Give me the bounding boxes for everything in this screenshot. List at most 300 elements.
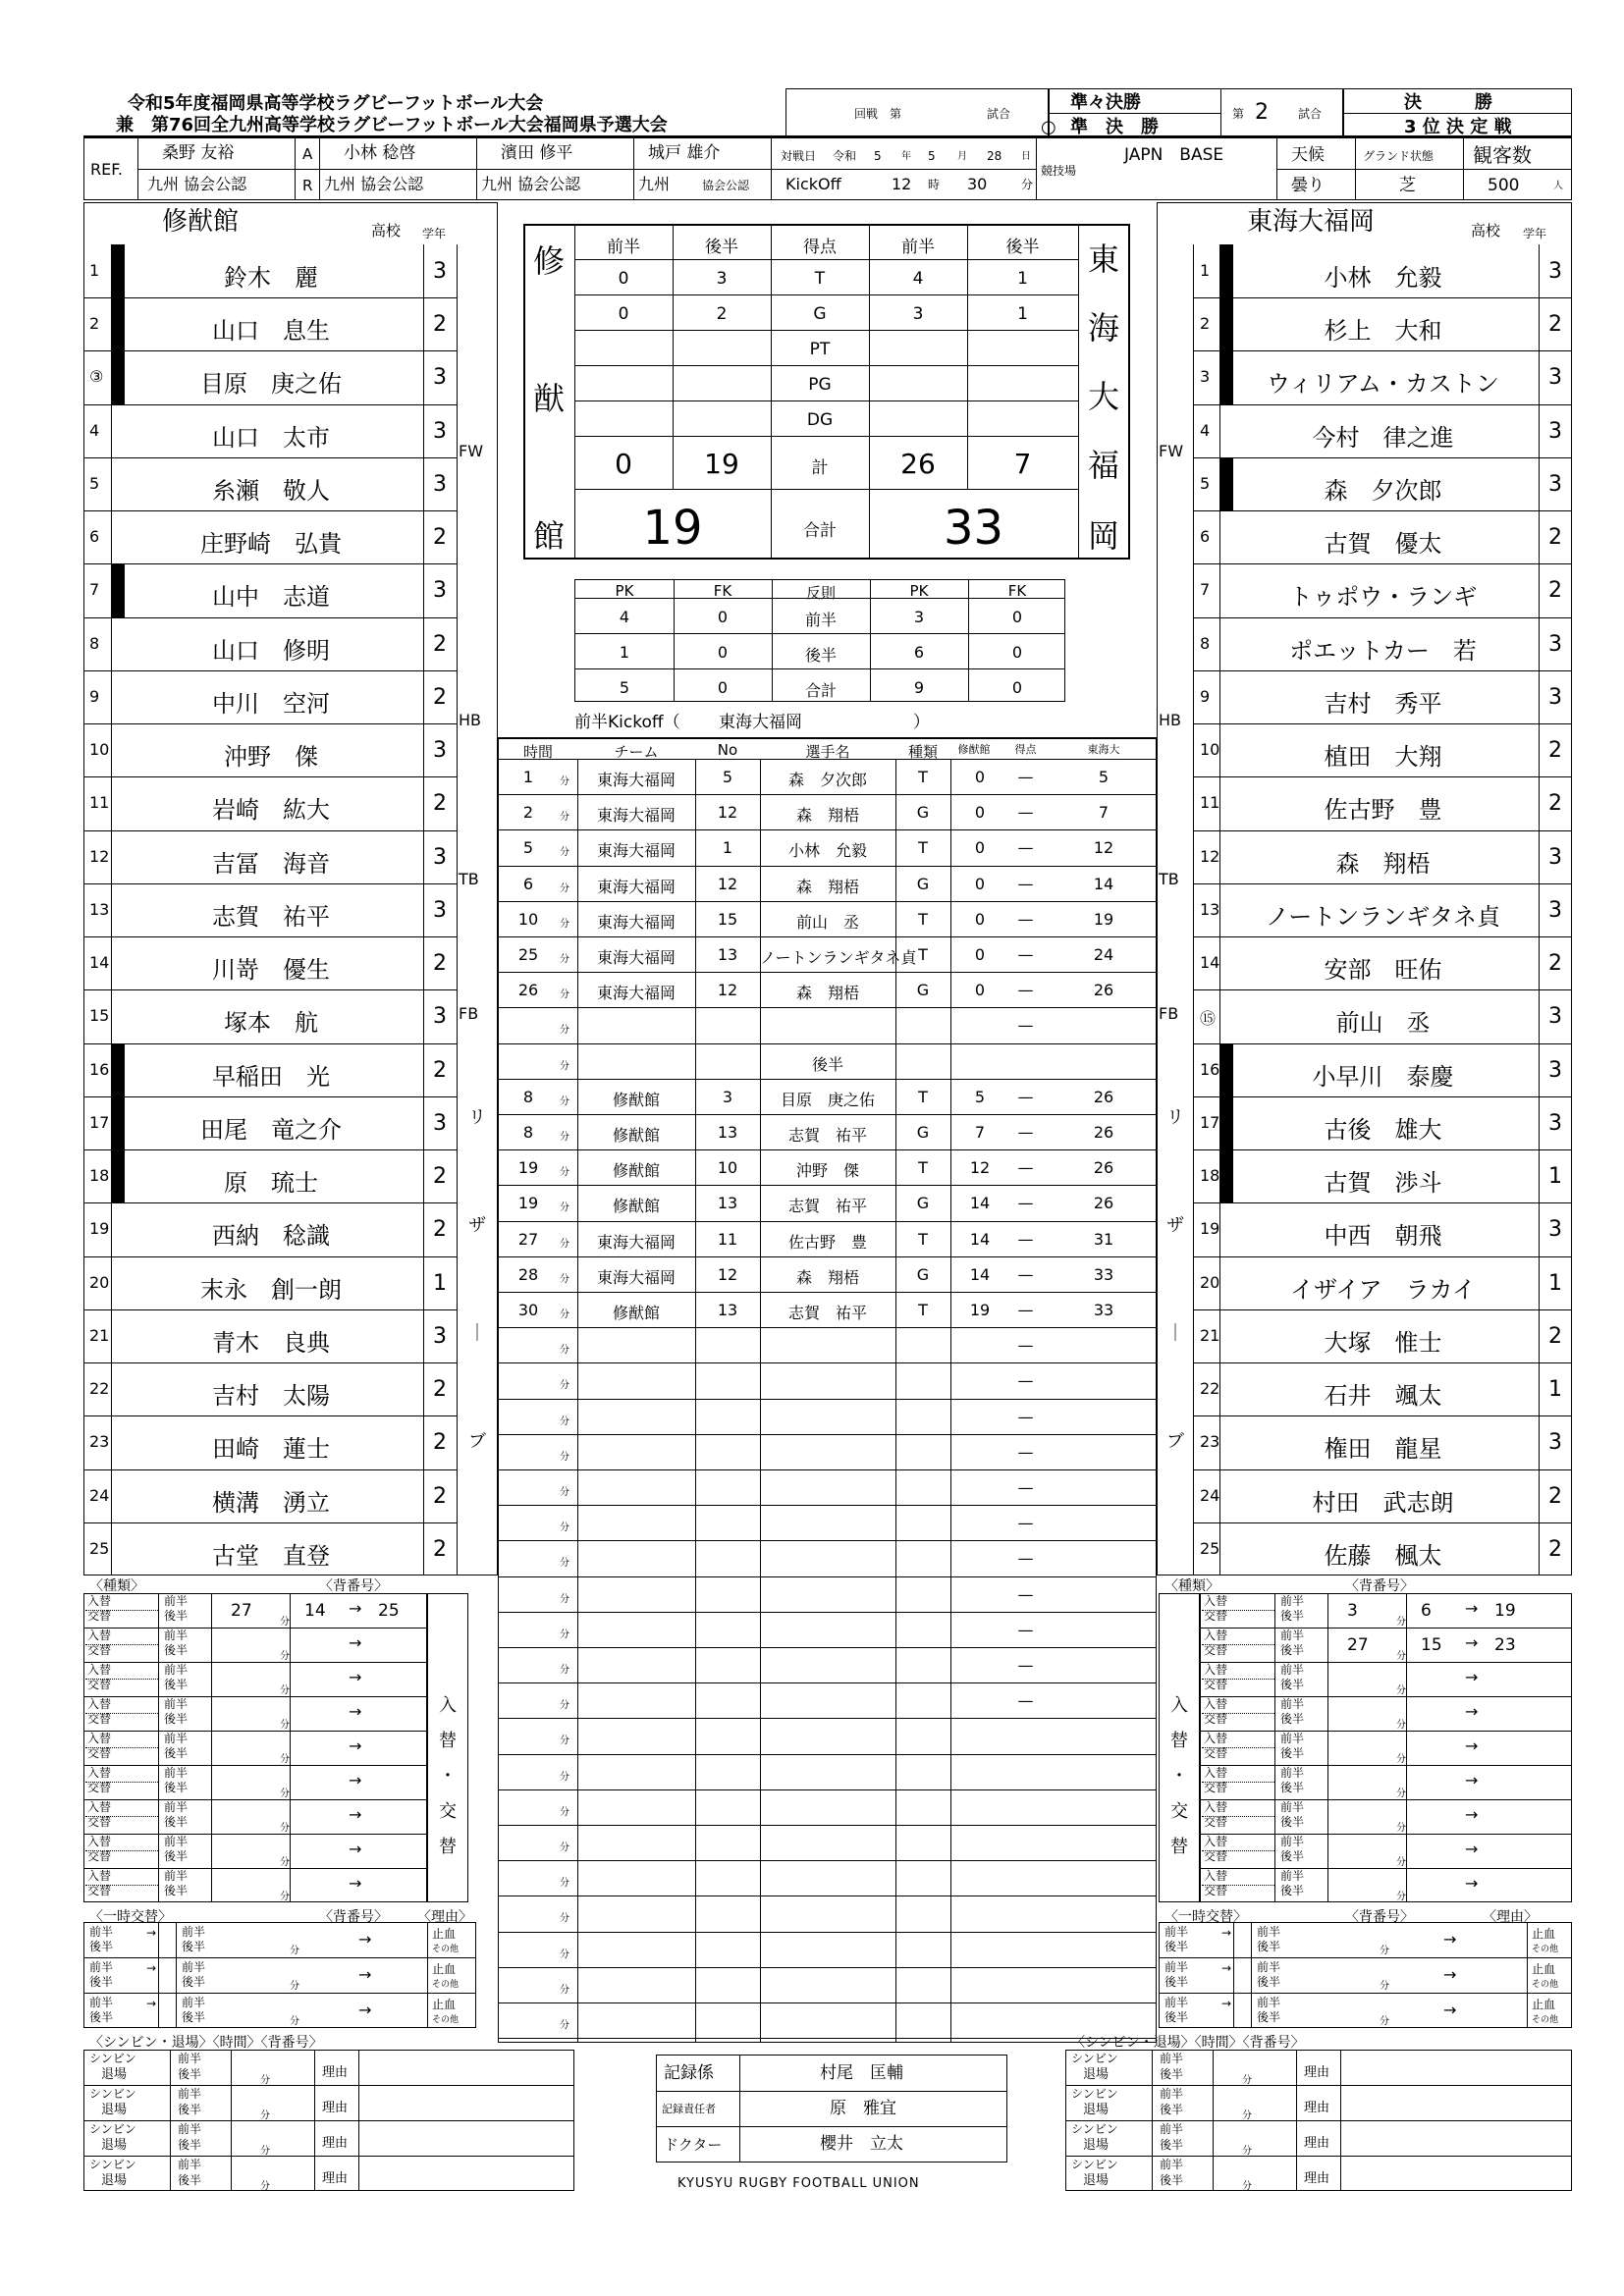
home-player-no: 16 bbox=[89, 1059, 110, 1079]
log-head: 種類 bbox=[907, 743, 938, 761]
pen-head: FK bbox=[1007, 582, 1027, 600]
temp-min-unit: 分 bbox=[1380, 1946, 1389, 1956]
away-player-no: 24 bbox=[1200, 1485, 1220, 1505]
sinbin-second: 後半 bbox=[1160, 2173, 1184, 2187]
ref-label: REF. bbox=[90, 160, 123, 179]
sub-minute: 27 bbox=[1347, 1635, 1369, 1655]
home-player-grade: 3 bbox=[433, 578, 447, 604]
sub-in-label: 入替 bbox=[1204, 1697, 1228, 1711]
home-player-name: 庄野崎 弘貴 bbox=[200, 530, 342, 559]
sinbin-col-line bbox=[314, 2120, 315, 2156]
sub-col-line bbox=[211, 1593, 212, 1628]
sub-col-line bbox=[290, 1696, 291, 1731]
sinbin-first: 前半 bbox=[1160, 2158, 1184, 2171]
log-dash: — bbox=[1017, 1087, 1034, 1106]
away-team-name: 東海大福岡 bbox=[1247, 207, 1376, 237]
ar1-name: 小林 稔啓 bbox=[344, 143, 416, 163]
sub-sub-line bbox=[85, 1747, 158, 1748]
temp-blood: 止血 bbox=[1532, 1962, 1556, 1976]
roster-divider bbox=[83, 936, 457, 937]
sinbin-second: 後半 bbox=[178, 2067, 202, 2081]
sub-col-line bbox=[290, 1628, 291, 1662]
sub-arrow: → bbox=[1465, 1633, 1479, 1652]
log-dash: — bbox=[1017, 1620, 1034, 1639]
roster-divider bbox=[1194, 617, 1572, 618]
log-away-score: 26 bbox=[1093, 1158, 1114, 1178]
sub-first-label: 前半 bbox=[1280, 1629, 1305, 1642]
sub-sub-line bbox=[1202, 1850, 1274, 1851]
temp-label: 〈一時交替〉 bbox=[1164, 1909, 1247, 1925]
home-player-no: 15 bbox=[89, 1006, 110, 1026]
home-player-no: 4 bbox=[89, 420, 100, 440]
away-player-grade: 2 bbox=[1548, 312, 1562, 338]
temp-second: 後半 bbox=[89, 2010, 114, 2024]
sub-col-line bbox=[211, 1765, 212, 1799]
log-dash: — bbox=[1017, 1407, 1034, 1426]
home-player-grade: 1 bbox=[433, 1270, 447, 1296]
sub-in-label: 入替 bbox=[1204, 1766, 1228, 1780]
home-player-name: 山口 息生 bbox=[212, 317, 330, 346]
sinbin-col-line bbox=[231, 2120, 232, 2156]
roster-divider bbox=[83, 1256, 457, 1257]
sub-col-line bbox=[158, 1662, 159, 1696]
log-dash: — bbox=[1017, 981, 1034, 1000]
sub-swap-label: 交替 bbox=[1204, 1678, 1228, 1691]
log-min-unit: 分 bbox=[560, 1806, 569, 1818]
home-player-grade: 3 bbox=[433, 1004, 447, 1030]
sub-second-label: 後半 bbox=[1280, 1781, 1305, 1794]
log-dash: — bbox=[1017, 768, 1034, 786]
temp-col-line bbox=[1527, 1957, 1528, 1993]
sinbin-second: 後半 bbox=[1160, 2103, 1184, 2116]
away-player-name: 佐古野 豊 bbox=[1324, 796, 1442, 825]
sub-second-label: 後半 bbox=[1280, 1643, 1305, 1657]
sub-second-label: 後半 bbox=[164, 1746, 189, 1760]
sinbin-label: シンビン bbox=[89, 2052, 136, 2065]
away-fb-label: FB bbox=[1159, 1004, 1179, 1023]
sub-col-line bbox=[211, 1696, 212, 1731]
away-reserve-4: ブ bbox=[1166, 1431, 1184, 1452]
sub-col-line bbox=[211, 1628, 212, 1662]
exit-label: 退場 bbox=[101, 2173, 128, 2188]
temp-row-line bbox=[83, 1957, 476, 1958]
ar3-name: 城戸 雄介 bbox=[648, 143, 721, 163]
log-head: 東海大 bbox=[1087, 743, 1120, 756]
log-row-line bbox=[499, 2038, 1156, 2039]
away-player-grade: 2 bbox=[1548, 791, 1562, 817]
away-player-no: 21 bbox=[1200, 1325, 1220, 1345]
sub-out-no: 6 bbox=[1421, 1601, 1432, 1621]
score-type-PT: PT bbox=[809, 340, 831, 359]
sub-sub-line bbox=[85, 1885, 158, 1886]
sinbin-second: 後半 bbox=[178, 2103, 202, 2116]
sinbin-reason: 理由 bbox=[322, 2065, 349, 2080]
home-player-no: 9 bbox=[89, 686, 100, 706]
sinbin-reason: 理由 bbox=[1304, 2171, 1330, 2186]
sinbin-row-line bbox=[1065, 2156, 1572, 2157]
away-player-name: 杉上 大和 bbox=[1324, 317, 1442, 346]
sinbin-reason: 理由 bbox=[322, 2101, 349, 2115]
temp-arrow: → bbox=[358, 1930, 372, 1949]
log-home-score: 0 bbox=[974, 768, 986, 786]
ar3-cert-b: 協会公認 bbox=[702, 179, 750, 192]
away-hb-label: HB bbox=[1159, 711, 1182, 729]
roster-col-line bbox=[1219, 244, 1220, 1575]
home-1h-G: 0 bbox=[618, 304, 629, 324]
log-home-score: 14 bbox=[969, 1264, 991, 1284]
sub-row-line bbox=[1200, 1731, 1572, 1732]
home-player-no: 14 bbox=[89, 953, 110, 973]
sub-swap-label: 交替 bbox=[87, 1643, 112, 1657]
home-player-no: 8 bbox=[89, 633, 100, 653]
score-grid bbox=[574, 224, 1078, 560]
away-player-grade: 1 bbox=[1548, 1270, 1562, 1296]
home-vertical-1: 修 bbox=[533, 242, 566, 280]
sub-min-unit: 分 bbox=[280, 1892, 290, 1902]
home-player-name: 岩崎 紘大 bbox=[212, 796, 330, 825]
sub-first-label: 前半 bbox=[1280, 1663, 1305, 1677]
sub-in-label: 入替 bbox=[87, 1663, 112, 1677]
log-row-line bbox=[499, 1149, 1156, 1150]
home-player-grade: 2 bbox=[433, 1057, 447, 1083]
temp-blood: 止血 bbox=[432, 1927, 457, 1941]
home-player-no: 6 bbox=[89, 527, 100, 547]
sub-col-line bbox=[290, 1731, 291, 1765]
temp-col-line bbox=[1527, 1922, 1528, 1957]
sub-row-line bbox=[1200, 1696, 1572, 1697]
roster-divider bbox=[1194, 883, 1572, 884]
temp-blood: 止血 bbox=[1532, 1927, 1556, 1941]
sub-swap-label: 交替 bbox=[87, 1746, 112, 1760]
temp-col-line bbox=[1251, 1993, 1252, 2028]
log-row-line bbox=[499, 794, 1156, 795]
pen-head: PK bbox=[615, 582, 634, 600]
home-fw-label: FW bbox=[459, 442, 484, 460]
log-team: 東海大福岡 bbox=[596, 912, 676, 932]
temp-label: 〈一時交替〉 bbox=[89, 1909, 172, 1925]
sub-swap-label: 交替 bbox=[1204, 1781, 1228, 1794]
sub-first-label: 前半 bbox=[164, 1869, 189, 1883]
log-dash: — bbox=[1017, 1691, 1034, 1711]
sub-col-line bbox=[158, 1696, 159, 1731]
temp-col-line bbox=[427, 1922, 428, 1957]
pen-home-fk: 0 bbox=[717, 678, 729, 697]
log-type: T bbox=[918, 909, 928, 929]
sub-in-label: 入替 bbox=[1204, 1629, 1228, 1642]
ko-hour-unit: 時 bbox=[928, 178, 941, 191]
roster-divider bbox=[83, 404, 457, 405]
sub-min-unit: 分 bbox=[1396, 1651, 1406, 1662]
sub-min-unit: 分 bbox=[1396, 1685, 1406, 1696]
home-vertical-3: 館 bbox=[533, 517, 566, 555]
log-row-line bbox=[499, 1362, 1156, 1363]
sub-vert-char: 替 bbox=[1170, 1731, 1188, 1751]
log-minute: 6 bbox=[522, 874, 534, 893]
year-unit: 年 bbox=[901, 151, 911, 162]
sub-vert-char: 入 bbox=[1170, 1695, 1188, 1716]
away-player-grade: 3 bbox=[1548, 684, 1562, 710]
final-label: 決 勝 bbox=[1404, 92, 1492, 113]
log-dash: — bbox=[1017, 1336, 1034, 1356]
sub-arrow: → bbox=[1465, 1805, 1479, 1824]
sinbin-label: シンビン bbox=[1071, 2052, 1118, 2065]
score-row-line bbox=[574, 400, 1078, 401]
sub-swap-label: 交替 bbox=[1204, 1643, 1228, 1657]
sub-col-line bbox=[1406, 1628, 1407, 1662]
sub-first-label: 前半 bbox=[164, 1800, 189, 1814]
log-team: 東海大福岡 bbox=[596, 984, 676, 1003]
log-minute: 19 bbox=[517, 1194, 539, 1213]
sub-first-label: 前半 bbox=[164, 1629, 189, 1642]
log-team: 東海大福岡 bbox=[596, 1232, 676, 1252]
log-home-score: 7 bbox=[974, 1123, 986, 1142]
home-team-name: 修猷館 bbox=[162, 207, 240, 237]
home-player-name: 山口 修明 bbox=[212, 636, 330, 665]
log-minute: 27 bbox=[517, 1229, 539, 1249]
log-away-score: 26 bbox=[1093, 1123, 1114, 1142]
temp-arrow: → bbox=[1443, 1930, 1457, 1949]
away-player-grade: 3 bbox=[1548, 418, 1562, 444]
log-player: ノートンランギタネ貞 bbox=[760, 948, 917, 967]
log-head: 時間 bbox=[522, 743, 553, 761]
temp-arrow: → bbox=[1443, 2001, 1457, 2019]
sub-min-unit: 分 bbox=[280, 1685, 290, 1696]
sinbin-col-line bbox=[358, 2120, 359, 2156]
away-player-name: トゥポウ・ランギ bbox=[1288, 583, 1478, 612]
log-row-line bbox=[499, 1469, 1156, 1470]
temp-num-label: 〈背番号〉 bbox=[1345, 1909, 1414, 1925]
sub-kind-label: 〈種類〉 bbox=[1164, 1578, 1219, 1594]
sub-sub-line bbox=[1202, 1679, 1274, 1680]
sub-in-label: 入替 bbox=[1204, 1663, 1228, 1677]
log-min-unit: 分 bbox=[560, 1167, 569, 1179]
away-player-no: 2 bbox=[1200, 314, 1211, 334]
pen-away-fk: 0 bbox=[1011, 608, 1023, 626]
temp-second-2: 後半 bbox=[182, 1975, 206, 1989]
home-player-no: 12 bbox=[89, 846, 110, 866]
log-player: 沖野 傑 bbox=[795, 1161, 859, 1181]
away-player-name: 小林 允毅 bbox=[1324, 264, 1442, 292]
roster-divider bbox=[83, 1362, 457, 1363]
sub-first-label: 前半 bbox=[1280, 1869, 1305, 1883]
sub-vert-char: 替 bbox=[439, 1837, 457, 1857]
pen-away-fk: 0 bbox=[1011, 643, 1023, 662]
log-min-unit: 分 bbox=[560, 1558, 569, 1570]
away-1h-T: 4 bbox=[912, 269, 924, 289]
sub-col-line bbox=[211, 1834, 212, 1868]
home-fb-label: FB bbox=[459, 1004, 479, 1023]
score-type-PG: PG bbox=[808, 375, 832, 395]
temp-other: その他 bbox=[432, 2015, 460, 2025]
home-hb-label: HB bbox=[459, 711, 482, 729]
roster-divider bbox=[83, 883, 457, 884]
away-player-name: 石井 颯太 bbox=[1324, 1382, 1442, 1411]
log-type: G bbox=[916, 803, 930, 823]
away-reserve-2: ザ bbox=[1166, 1215, 1184, 1236]
sub-row-line bbox=[83, 1765, 427, 1766]
temp-arrow-small: → bbox=[1221, 1926, 1232, 1940]
sinbin-col-line bbox=[1340, 2120, 1341, 2156]
log-min-unit: 分 bbox=[560, 1060, 569, 1072]
log-row-line bbox=[499, 2002, 1156, 2003]
sub-col-line bbox=[1274, 1834, 1275, 1868]
log-row-line bbox=[499, 901, 1156, 902]
away-player-no: 9 bbox=[1200, 686, 1211, 706]
sub-col-line bbox=[1274, 1593, 1275, 1628]
temp-col-line bbox=[427, 1993, 428, 2028]
roster-divider bbox=[1194, 936, 1572, 937]
home-player-name: 古堂 直登 bbox=[212, 1541, 330, 1570]
roster-divider bbox=[1194, 670, 1572, 671]
log-no: 5 bbox=[722, 768, 733, 786]
sub-num-label: 〈背番号〉 bbox=[1345, 1578, 1414, 1594]
temp-row-line bbox=[1159, 1957, 1572, 1958]
home-player-name: 吉冨 海音 bbox=[212, 849, 330, 878]
sub-sub-line bbox=[85, 1782, 158, 1783]
away-2h-total: 7 bbox=[1013, 448, 1032, 480]
home-player-grade: 2 bbox=[433, 1483, 447, 1509]
away-player-name: 植田 大翔 bbox=[1324, 743, 1442, 772]
score-row-line bbox=[574, 436, 1078, 437]
log-player: 森 翔梧 bbox=[795, 806, 859, 826]
home-reserve-4: ブ bbox=[468, 1431, 486, 1452]
sub-col-line bbox=[158, 1868, 159, 1902]
recorder-label: 記録係 bbox=[664, 2063, 714, 2083]
away-player-name: 権田 龍星 bbox=[1324, 1435, 1442, 1464]
title-line-2: 兼 第76回全九州高等学校ラグビーフットボール大会福岡県予選大会 bbox=[116, 115, 668, 135]
home-player-name: 沖野 傑 bbox=[224, 743, 318, 772]
home-player-no: 5 bbox=[89, 473, 100, 493]
era: 令和 bbox=[833, 149, 857, 163]
score-head: 後半 bbox=[1005, 238, 1040, 257]
sub-sub-line bbox=[1202, 1610, 1274, 1611]
exit-label: 退場 bbox=[101, 2103, 128, 2117]
temp-blood: 止血 bbox=[1532, 1998, 1556, 2011]
home-player-grade: 3 bbox=[433, 738, 447, 764]
sinbin-reason: 理由 bbox=[1304, 2065, 1330, 2080]
sub-vert-char: ・ bbox=[439, 1766, 457, 1787]
log-min-unit: 分 bbox=[560, 1984, 569, 1996]
away-player-grade: 3 bbox=[1548, 1110, 1562, 1136]
log-min-unit: 分 bbox=[560, 1700, 569, 1712]
home-player-grade: 2 bbox=[433, 1377, 447, 1403]
sinbin-row-line bbox=[83, 2156, 574, 2157]
home-player-no: 21 bbox=[89, 1325, 110, 1345]
sub-col-line bbox=[1406, 1834, 1407, 1868]
sub-in-label: 入替 bbox=[1204, 1732, 1228, 1745]
sub-first-label: 前半 bbox=[164, 1835, 189, 1848]
sinbin-second: 後半 bbox=[178, 2138, 202, 2152]
sub-swap-label: 交替 bbox=[1204, 1815, 1228, 1829]
log-no: 3 bbox=[722, 1087, 733, 1106]
log-min-unit: 分 bbox=[560, 954, 569, 965]
sub-in-no: 19 bbox=[1494, 1601, 1516, 1621]
home-player-no: 17 bbox=[89, 1112, 110, 1132]
log-type: T bbox=[918, 1229, 928, 1249]
ar2-name: 濱田 修平 bbox=[501, 143, 573, 163]
log-minute: 28 bbox=[517, 1264, 539, 1284]
sub-second-label: 後半 bbox=[1280, 1712, 1305, 1726]
temp-row-line bbox=[1159, 1993, 1572, 1994]
sinbin-first: 前半 bbox=[1160, 2087, 1184, 2101]
sub-swap-label: 交替 bbox=[1204, 1849, 1228, 1863]
sub-first-label: 前半 bbox=[164, 1732, 189, 1745]
log-min-unit: 分 bbox=[560, 2020, 569, 2031]
temp-col-line bbox=[1251, 1957, 1252, 1993]
away-vertical-3: 大 bbox=[1088, 378, 1120, 415]
temp-reason-label: 〈理由〉 bbox=[417, 1909, 472, 1925]
log-min-unit: 分 bbox=[560, 1345, 569, 1357]
referee-name: 桑野 友裕 bbox=[162, 143, 235, 163]
sub-vert-char: ・ bbox=[1170, 1766, 1188, 1787]
pen-label: 合計 bbox=[804, 681, 837, 700]
away-player-grade: 3 bbox=[1548, 1430, 1562, 1456]
exit-label: 退場 bbox=[1083, 2103, 1110, 2117]
sinbin-reason: 理由 bbox=[322, 2171, 349, 2186]
away-player-no: 17 bbox=[1200, 1112, 1220, 1132]
home-player-name: 早稲田 光 bbox=[212, 1062, 330, 1091]
away-player-no: 6 bbox=[1200, 527, 1211, 547]
sub-second-label: 後半 bbox=[164, 1609, 189, 1623]
sub-col-line bbox=[158, 1799, 159, 1834]
log-row-line bbox=[499, 1967, 1156, 1968]
sub-col-line bbox=[290, 1765, 291, 1799]
sub-vert-char: 入 bbox=[439, 1695, 457, 1716]
temp-reason-label: 〈理由〉 bbox=[1483, 1909, 1538, 1925]
log-row-line bbox=[499, 1043, 1156, 1044]
home-player-no: 24 bbox=[89, 1485, 110, 1505]
sub-col-line bbox=[1274, 1799, 1275, 1834]
sub-arrow: → bbox=[349, 1599, 362, 1618]
crowd: 500 bbox=[1488, 176, 1520, 195]
home-school-label: 高校 bbox=[371, 222, 402, 240]
sinbin-col-line bbox=[1152, 2156, 1153, 2191]
quarterfinal-label: 準々決勝 bbox=[1070, 92, 1141, 113]
sinbin-col-line bbox=[170, 2050, 171, 2085]
sub-row-line bbox=[83, 1662, 427, 1663]
sub-col-line bbox=[1406, 1799, 1407, 1834]
sub-second-label: 後半 bbox=[164, 1712, 189, 1726]
away-player-name: 古賀 渉斗 bbox=[1324, 1169, 1442, 1198]
home-1h-total: 0 bbox=[615, 448, 632, 480]
log-away-score: 26 bbox=[1093, 981, 1114, 1000]
temp-second-2: 後半 bbox=[1257, 1940, 1281, 1953]
roster-divider bbox=[1194, 457, 1572, 458]
sinbin-second: 後半 bbox=[178, 2173, 202, 2187]
exit-label: 退場 bbox=[101, 2138, 128, 2153]
log-player: 森 翔梧 bbox=[795, 1267, 859, 1287]
away-player-grade: 2 bbox=[1548, 1483, 1562, 1509]
log-home-score: 19 bbox=[969, 1301, 991, 1319]
log-player: 佐古野 豊 bbox=[787, 1232, 867, 1252]
away-player-no: 19 bbox=[1200, 1219, 1220, 1239]
away-tb-label: TB bbox=[1159, 870, 1179, 888]
away-player-grade: 3 bbox=[1548, 471, 1562, 497]
away-vertical-2: 海 bbox=[1088, 309, 1120, 347]
sub-second-label: 後半 bbox=[164, 1884, 189, 1897]
log-no: 12 bbox=[717, 803, 738, 823]
home-player-name: 山中 志道 bbox=[212, 583, 330, 612]
away-sinbin bbox=[1065, 2032, 1572, 2199]
roster-divider bbox=[83, 776, 457, 777]
roster-divider bbox=[1194, 510, 1572, 511]
sub-sub-line bbox=[1202, 1747, 1274, 1748]
sinbin-first: 前半 bbox=[178, 2087, 202, 2101]
home-reserve-1: リ bbox=[468, 1107, 486, 1128]
away-player-no: 16 bbox=[1200, 1059, 1220, 1079]
roster-divider bbox=[83, 1149, 457, 1150]
sub-first-label: 前半 bbox=[164, 1663, 189, 1677]
